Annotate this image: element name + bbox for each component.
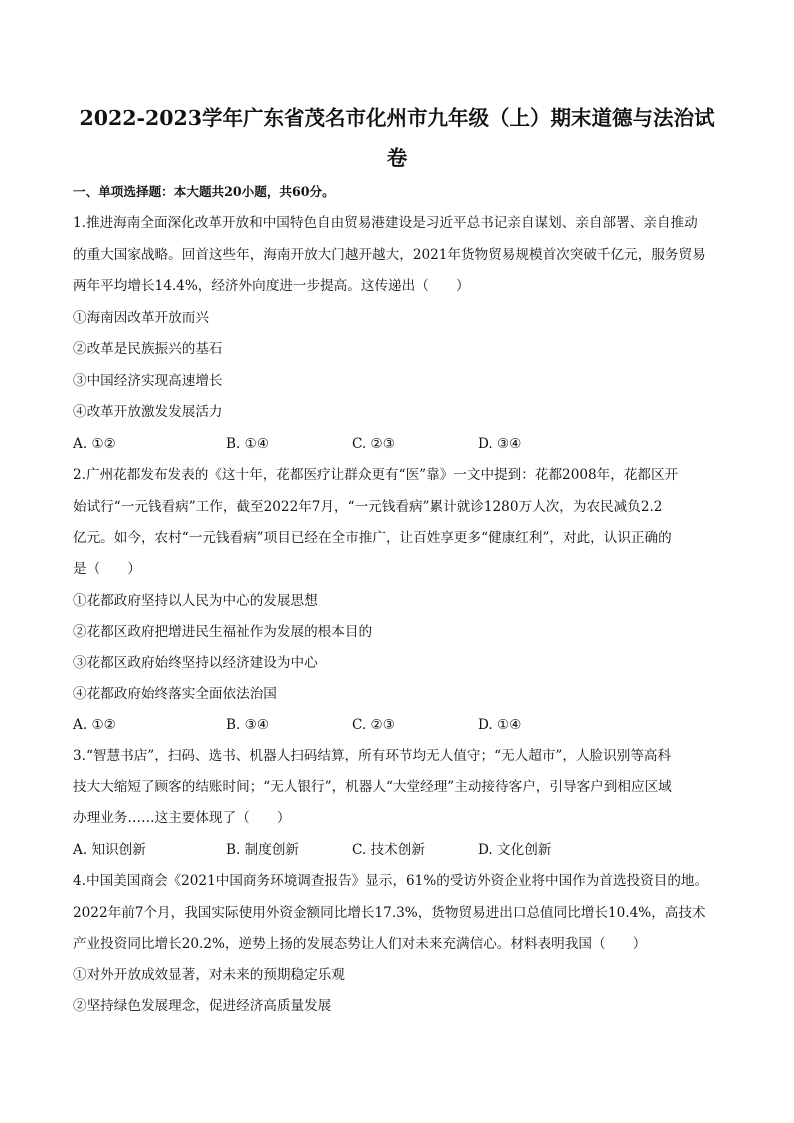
- option-a: A. ①②: [73, 436, 116, 452]
- question-1-options: [73, 434, 733, 454]
- option-b: B. 制度创新: [226, 842, 300, 858]
- question-2-text-line: 是（ ）: [73, 561, 141, 577]
- question-3-text-line: 办理业务……这主要体现了（ ）: [73, 810, 291, 826]
- option-d: D. ③④: [478, 436, 522, 452]
- question-2-text-line: 亿元。如今，农村“一元钱看病”项目已经在全市推广，让百姓享更多“健康红利”，对此，认识正确的: [73, 530, 672, 546]
- option-c: C. ②③: [352, 717, 395, 733]
- question-2-options: [73, 715, 733, 735]
- section-heading: 一、单项选择题：本大题共20小题，共60分。: [73, 184, 335, 199]
- question-2-item: ③花都区政府始终坚持以经济建设为中心: [73, 655, 318, 671]
- question-4-text-line: 产业投资同比增长20.2%，逆势上扬的发展态势让人们对未来充满信心。材料表明我国（ ）: [73, 936, 647, 952]
- question-1-item: ④改革开放激发发展活力: [73, 404, 223, 420]
- question-1-item: ③中国经济实现高速增长: [73, 373, 223, 389]
- question-3-options: [73, 840, 733, 860]
- question-1-text-line: 两年平均增长14.4%，经济外向度进一步提高。这传递出（ ）: [73, 278, 470, 294]
- question-4-item: ②坚持绿色发展理念，促进经济高质量发展: [73, 998, 332, 1014]
- question-4-text-line: 4.中国美国商会《2021中国商务环境调查报告》显示，61%的受访外资企业将中国作为首选投资目的地。: [73, 873, 709, 889]
- question-4-text-line: 2022年前7个月，我国实际使用外资金额同比增长17.3%，货物贸易进出口总值同比增长10.4%，高技术: [73, 905, 706, 921]
- option-d: D. ①④: [478, 717, 522, 733]
- question-1-item: ②改革是民族振兴的基石: [73, 341, 223, 357]
- question-3-text-line: 技大大缩短了顾客的结账时间；“无人银行”，机器人“大堂经理”主动接待客户，引导客户到相应区域: [73, 779, 672, 795]
- question-1-item: ①海南因改革开放而兴: [73, 310, 209, 326]
- question-4-item: ①对外开放成效显著，对未来的预期稳定乐观: [73, 967, 345, 983]
- option-c: C. ②③: [352, 436, 395, 452]
- option-a: A. ①②: [73, 717, 116, 733]
- option-b: B. ①④: [226, 436, 270, 452]
- option-d: D. 文化创新: [478, 842, 552, 858]
- exam-title-line-2: 卷: [386, 146, 408, 170]
- question-2-text-line: 始试行“一元钱看病”工作，截至2022年7月，“一元钱看病”累计就诊1280万人次，为农民减负2.2: [73, 499, 663, 515]
- exam-title: [60, 98, 734, 178]
- option-c: C. 技术创新: [352, 842, 425, 858]
- question-1-text-line: 的重大国家战略。回首这些年，海南开放大门越开越大，2021年货物贸易规模首次突破千亿元，服务贸易: [73, 247, 706, 263]
- option-b: B. ③④: [226, 717, 270, 733]
- question-2-text-line: 2.广州花都发布发表的《这十年，花都医疗让群众更有“医”靠》一文中提到：花都2008年，花都区开: [73, 467, 679, 483]
- option-a: A. 知识创新: [73, 842, 146, 858]
- exam-title-line-1: 2022-2023学年广东省茂名市化州市九年级（上）期末道德与法治试: [79, 106, 715, 130]
- question-2-item: ④花都政府始终落实全面依法治国: [73, 686, 277, 702]
- question-2-item: ②花都区政府把增进民生福祉作为发展的根本目的: [73, 624, 373, 640]
- question-3-text-line: 3.“智慧书店”，扫码、选书、机器人扫码结算，所有环节均无人值守；“无人超市”，人脸识别等高科: [73, 748, 672, 764]
- question-2-item: ①花都政府坚持以人民为中心的发展思想: [73, 593, 318, 609]
- question-1-text-line: 1.推进海南全面深化改革开放和中国特色自由贸易港建设是习近平总书记亲自谋划、亲自部署、亲自推动: [73, 215, 698, 231]
